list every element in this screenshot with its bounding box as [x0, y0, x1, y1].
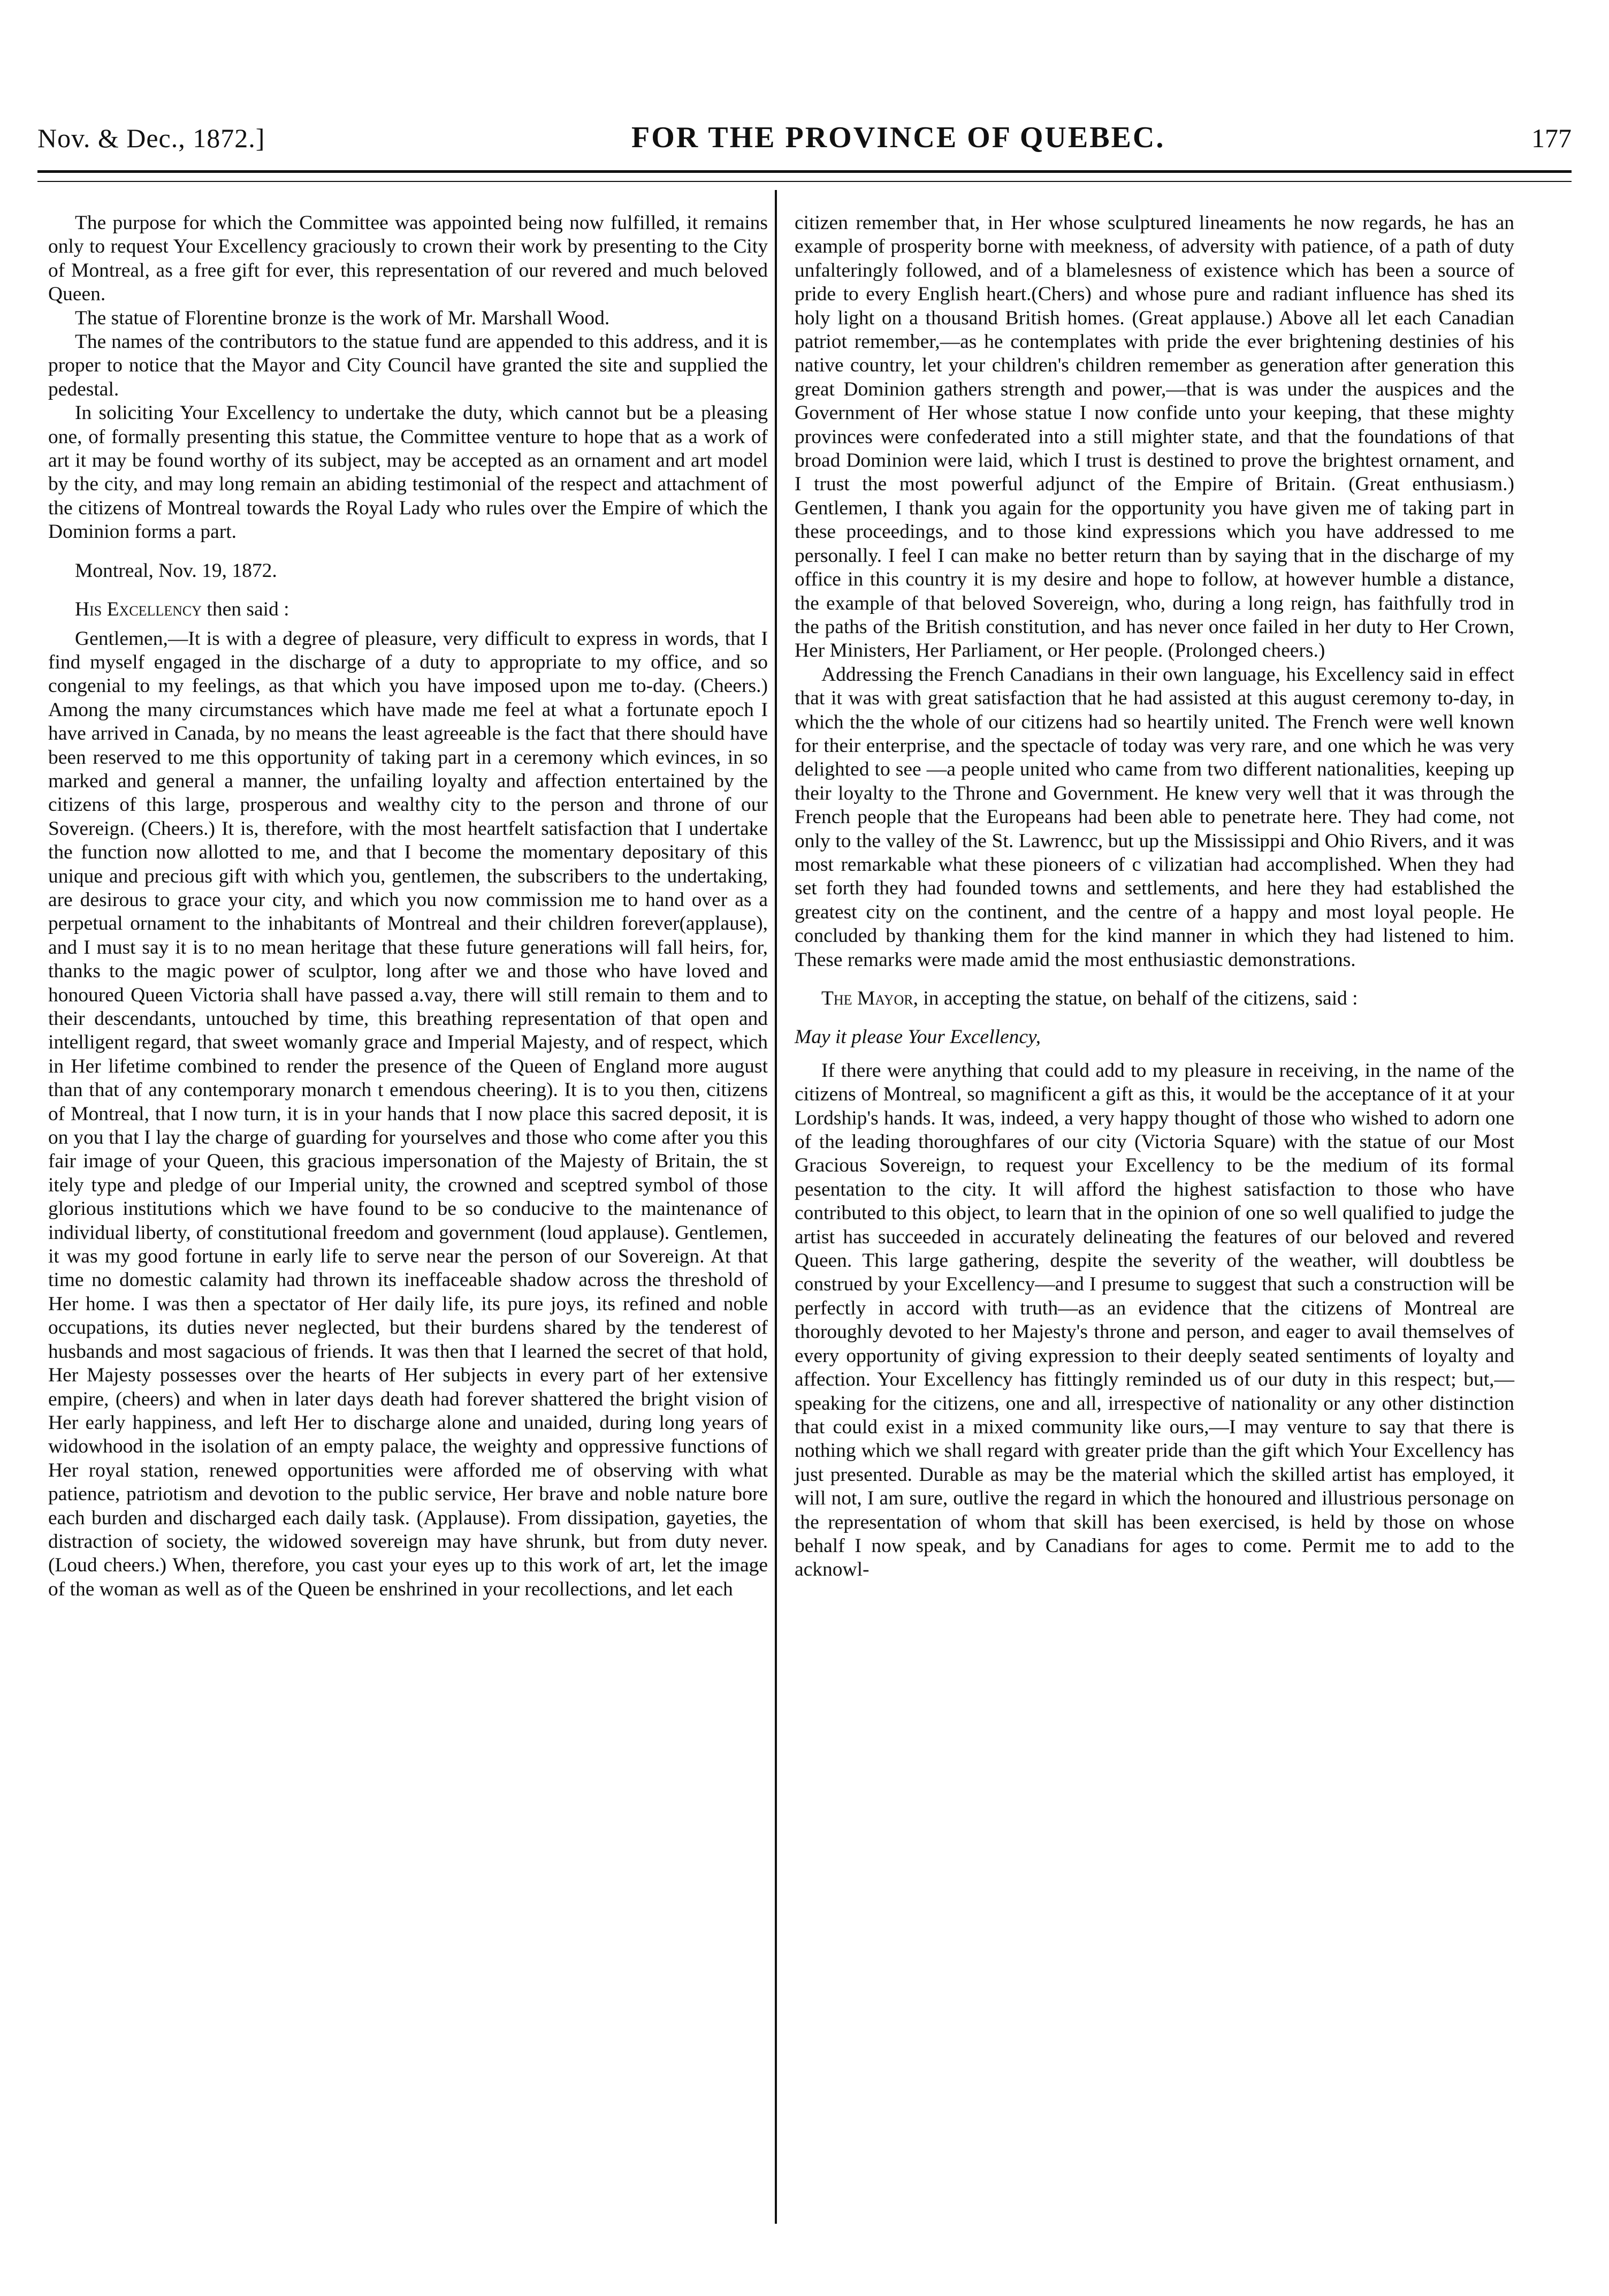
french-address-paragraph: Addressing the French Canadians in their own language, his Excellency said in effect that it was with great satisfaction that he had assisted at this august ceremony to-day, in which the the whole of our citizens had so heartily united. The French were well known for their enterprise, and the spectacle of today was very rare, and one which he was very delighted to see —a people united who came from two different nationalities, keeping up their loyalty to the Throne and Government. He knew very well that it was through the French people that the Europeans had been able to penetrate here. They had come, not only to the valley of the St. Lawrencc, but up the Mississippi and Ohio Rivers, and it was most remarkable what these pioneers of c vilizatian had accomplished. When they had set forth they had founded towns and settlements, and here they had established the greatest city on the continent, and the centre of a happy and most loyal people. He concluded by thanking them for the kind manner in which they had listened to him. These remarks were made amid the most enthusiastic demonstrations. [795, 663, 1514, 971]
excellency-speech: Gentlemen,—It is with a degree of pleasure, very difficult to express in words, that I find myself engaged in the discharge of a duty to appropriate to my office, and so congenial to my feelings, as that which you have imposed upon me to-day. (Cheers.) Among the many circumstances which have made me feel at what a fortunate epoch I have arrived in Canada, by no means the least agreeable is the fact that there should have been reserved to me this opportunity of taking part in a ceremony which evinces, in so marked and general a manner, the unfailing loyalty and affection entertained by the citizens of this large, prosperous and wealthy city to the person and throne of our Sovereign. (Cheers.) It is, therefore, with the most heartfelt satisfaction that I undertake the function now allotted to me, and that I become the momentary depositary of this unique and precious gift with which you, gentlemen, the subscribers to the undertaking, are desirous to grace your city, and which you now commission me to hand over as a perpetual ornament to the inhabitants of Montreal and their children forever(applause), and I must say it is to no mean heritage that these future generations will fall heirs, for, thanks to the magic power of sculptor, long after we and those who have loved and honoured Queen Victoria shall have passed a.vay, there will still remain to them and to their descendants, untouched by time, this breathing representation of that open and intelligent regard, that sweet womanly grace and Imperial Majesty, and of respect, which in Her lifetime combined to render the presence of the Queen of England more august than that of any contemporary monarch t emendous cheering). It is to you then, citizens of Montreal, that I now turn, it is in your hands that I now place this sacred deposit, it is on you that I lay the charge of guarding for yourselves and those who come after you this fair image of your Queen, this gracious impersonation of the Majesty of Britain, the st itely type and pledge of our Imperial unity, the crowned and sceptred symbol of those glorious institutions which we have found to be so conducive to the maintenance of individual liberty, of constitutional freedom and government (loud applause). Gentlemen, it was my good fortune in early life to serve near the person of our Sovereign. At that time no domestic calamity had thrown its ineffaceable shadow across the threshold of Her home. I was then a spectator of Her daily life, its pure joys, its refined and noble occupations, its duties never neglected, but their burdens shared by the tenderest of husbands and most sagacious of friends. It was then that I learned the secret of that hold, Her Majesty possesses over the hearts of Her subjects in every part of her extensive empire, (cheers) and when in later days death had forever shattered the bright vision of Her early happiness, and left Her to discharge alone and unaided, during long years of widowhood in the isolation of an empty palace, the weighty and oppressive functions of Her royal station, renewed opportunities were afforded me of observing with what patience, patriotism and devotion to the public service, Her brave and noble nature bore each burden and discharged each daily task. (Applause). From dissipation, gayeties, the distraction of society, the widowed sovereign may have shrunk, but from duty never. (Loud cheers.) When, therefore, you cast your eyes up to this work of art, let the image of the woman as well as of the Queen be enshrined in your recollections, and let each [48, 627, 768, 1600]
salutation: May it please Your Excellency, [795, 1026, 1041, 1048]
mayor-intro [795, 987, 1514, 1010]
mayor-intro-rest: , in accepting the statue, on behalf of the citizens, said : [913, 987, 1358, 1009]
speaker-name: His Excellency [75, 598, 202, 621]
page-header [37, 120, 1572, 169]
speaker-intro [48, 598, 768, 621]
column-divider [775, 190, 777, 2224]
header-rule-thin [37, 181, 1572, 182]
mayor-name: The Mayor [821, 987, 913, 1009]
issue-date: Nov. & Dec., 1872.] [37, 123, 265, 153]
running-title: FOR THE PROVINCE OF QUEBEC. [631, 121, 1165, 154]
speaker-intro-rest: then said : [202, 598, 289, 621]
mayor-speech: If there were anything that could add to my pleasure in receiving, in the name of the citizens of Montreal, so magnificent a gift as this, it would be the acceptance of it at your Lordship's hands. It was, indeed, a very happy thought of those who wished to adorn one of the leading thoroughfares of our city (Victoria Square) with the statue of our Most Gracious Sovereign, to request your Excellency to be the medium of its formal pesentation to the city. It will afford the highest satisfaction to those who have contributed to this object, to learn that in the opinion of one so well qualified to judge the artist has succeeded in accurately delineating the features of our beloved and revered Queen. This large gathering, despite the severity of the weather, will doubtless be construed by your Excellency—and I presume to suggest that such a construction will be perfectly in accord with truth—as an evidence that the citizens of Montreal are thoroughly devoted to her Majesty's throne and person, and eager to avail themselves of every opportunity of giving expression to their deeply seated sentiments of loyalty and affection. Your Excellency has fittingly reminded us of our duty in this respect; but,—speaking for the citizens, one and all, irrespective of nationality or any other distinction that could exist in a mixed community like ours,—I may venture to say that there is nothing which we shall regard with greater pride than the gift which Your Excellency has just presented. Durable as may be the material which the skilled artist has employed, it will not, I am sure, outlive the regard in which the honoured and illustrious personage on the representation of whom that skill has been exercised, is held by those on whose behalf I now speak, and by Canadians for ages to come. Permit me to add to the acknowl- [795, 1059, 1514, 1581]
page-number: 177 [1531, 123, 1572, 153]
address-paragraph-2: The statue of Florentine bronze is the work of Mr. Marshall Wood. [75, 307, 610, 329]
address-date-line: Montreal, Nov. 19, 1872. [75, 559, 277, 582]
right-column [795, 211, 1514, 1582]
address-paragraph-4: In soliciting Your Excellency to undertake the duty, which cannot but be a pleasing one, of formally presenting this statue, the Committee venture to hope that as a work of art it may be found worthy of its subject, may be accepted as an ornament and art model by the city, and may long remain an abiding testimonial of the respect and attachment of the citizens of Montreal towards the Royal Lady who rules over the Empire of which the Dominion forms a part. [48, 402, 768, 543]
address-paragraph-3: The names of the contributors to the statue fund are appended to this address, and it is proper to notice that the Mayor and City Council have granted the site and supplied the pedestal. [48, 331, 768, 400]
header-rule-thick [37, 170, 1572, 173]
excellency-speech-continued: citizen remember that, in Her whose sculptured lineaments he now regards, he has an example of prosperity borne with meekness, of adversity with patience, of a path of duty unfalteringly followed, and of a blamelesness of existence which has been a source of pride to every English heart.(Chers) and whose pure and radiant influence has shed its holy light on a thousand British homes. (Great applause.) Above all let each Canadian patriot remember,—as he contemplates with pride the ever brightening destinies of his native country, let your children's children remember as generation after generation this great Dominion gathers strength and power,—that is was under the auspices and the Government of Her whose statue I now confide unto your keeping, that these mighty provinces were confederated into a still mighter state, and that the foundations of that broad Dominion were laid, which I trust is destined to prove the brightest ornament, and I trust the most powerful adjunct of the Empire of Britain. (Great enthusiasm.) Gentlemen, I thank you again for the opportunity you have given me of taking part in these proceedings, and to those kind expressions which you have addressed to me personally. I feel I can make no better return than by saying that in the discharge of my office in this country it is my desire and hope to follow, at however humble a distance, the example of that beloved Sovereign, who, during a long reign, has faithfully trod in the paths of the British constitution, and has never once failed in her duty to Her Crown, Her Ministers, Her Parliament, or Her people. (Prolonged cheers.) [795, 212, 1514, 662]
left-column [48, 211, 768, 1601]
address-paragraph-1: The purpose for which the Committee was appointed being now fulfilled, it remains only to request Your Excellency graciously to crown their work by presenting to the City of Montreal, as a free gift for ever, this representation of our revered and much beloved Queen. [48, 212, 768, 306]
